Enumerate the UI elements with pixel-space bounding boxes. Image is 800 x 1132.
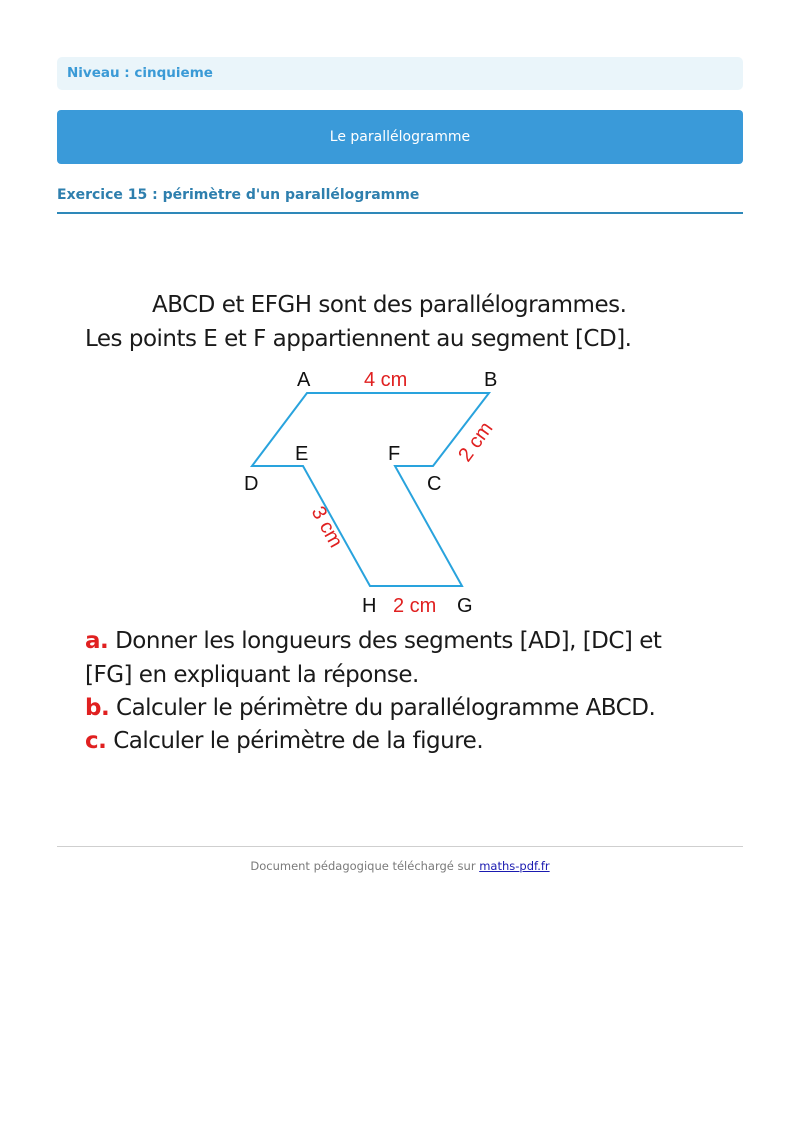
point-label-C: C xyxy=(427,473,442,495)
measure-BC: 2 cm xyxy=(454,417,498,466)
measure-AB: 4 cm xyxy=(364,369,408,391)
footer-text: Document pédagogique téléchargé sur xyxy=(250,859,476,873)
question-text: Calculer le périmètre de la figure. xyxy=(113,728,484,754)
question-text: [FG] en expliquant la réponse. xyxy=(85,662,419,688)
measure-HG: 2 cm xyxy=(393,595,437,617)
question-text: Donner les longueurs des segments [AD], [DC] et xyxy=(115,628,662,654)
point-label-F: F xyxy=(388,443,401,465)
point-label-B: B xyxy=(484,369,498,391)
question-marker: b. xyxy=(85,695,110,721)
level-label: Niveau : cinquieme xyxy=(57,57,743,90)
footer xyxy=(0,859,800,873)
statement-line-1: ABCD et EFGH sont des parallélogrammes. xyxy=(152,292,627,318)
figure-outline xyxy=(252,393,489,586)
point-label-D: D xyxy=(244,473,259,495)
point-label-A: A xyxy=(297,369,311,391)
measure-EH: 3 cm xyxy=(306,502,347,552)
question-marker: a. xyxy=(85,628,109,654)
statement-line-2: Les points E et F appartiennent au segment [CD]. xyxy=(85,326,632,352)
footer-link[interactable]: maths-pdf.fr xyxy=(479,859,550,873)
chapter-banner: Le parallélogramme xyxy=(57,110,743,164)
question-a-continued xyxy=(85,662,419,688)
point-label-H: H xyxy=(362,595,377,617)
exercise-title: Exercice 15 : périmètre d'un parallélogramme xyxy=(57,186,743,214)
question-a xyxy=(85,628,661,654)
question-text: Calculer le périmètre du parallélogramme ABCD. xyxy=(116,695,656,721)
question-marker: c. xyxy=(85,728,107,754)
footer-divider xyxy=(57,846,743,847)
question-b xyxy=(85,695,655,721)
question-c xyxy=(85,728,483,754)
point-label-E: E xyxy=(295,443,309,465)
point-label-G: G xyxy=(457,595,473,617)
